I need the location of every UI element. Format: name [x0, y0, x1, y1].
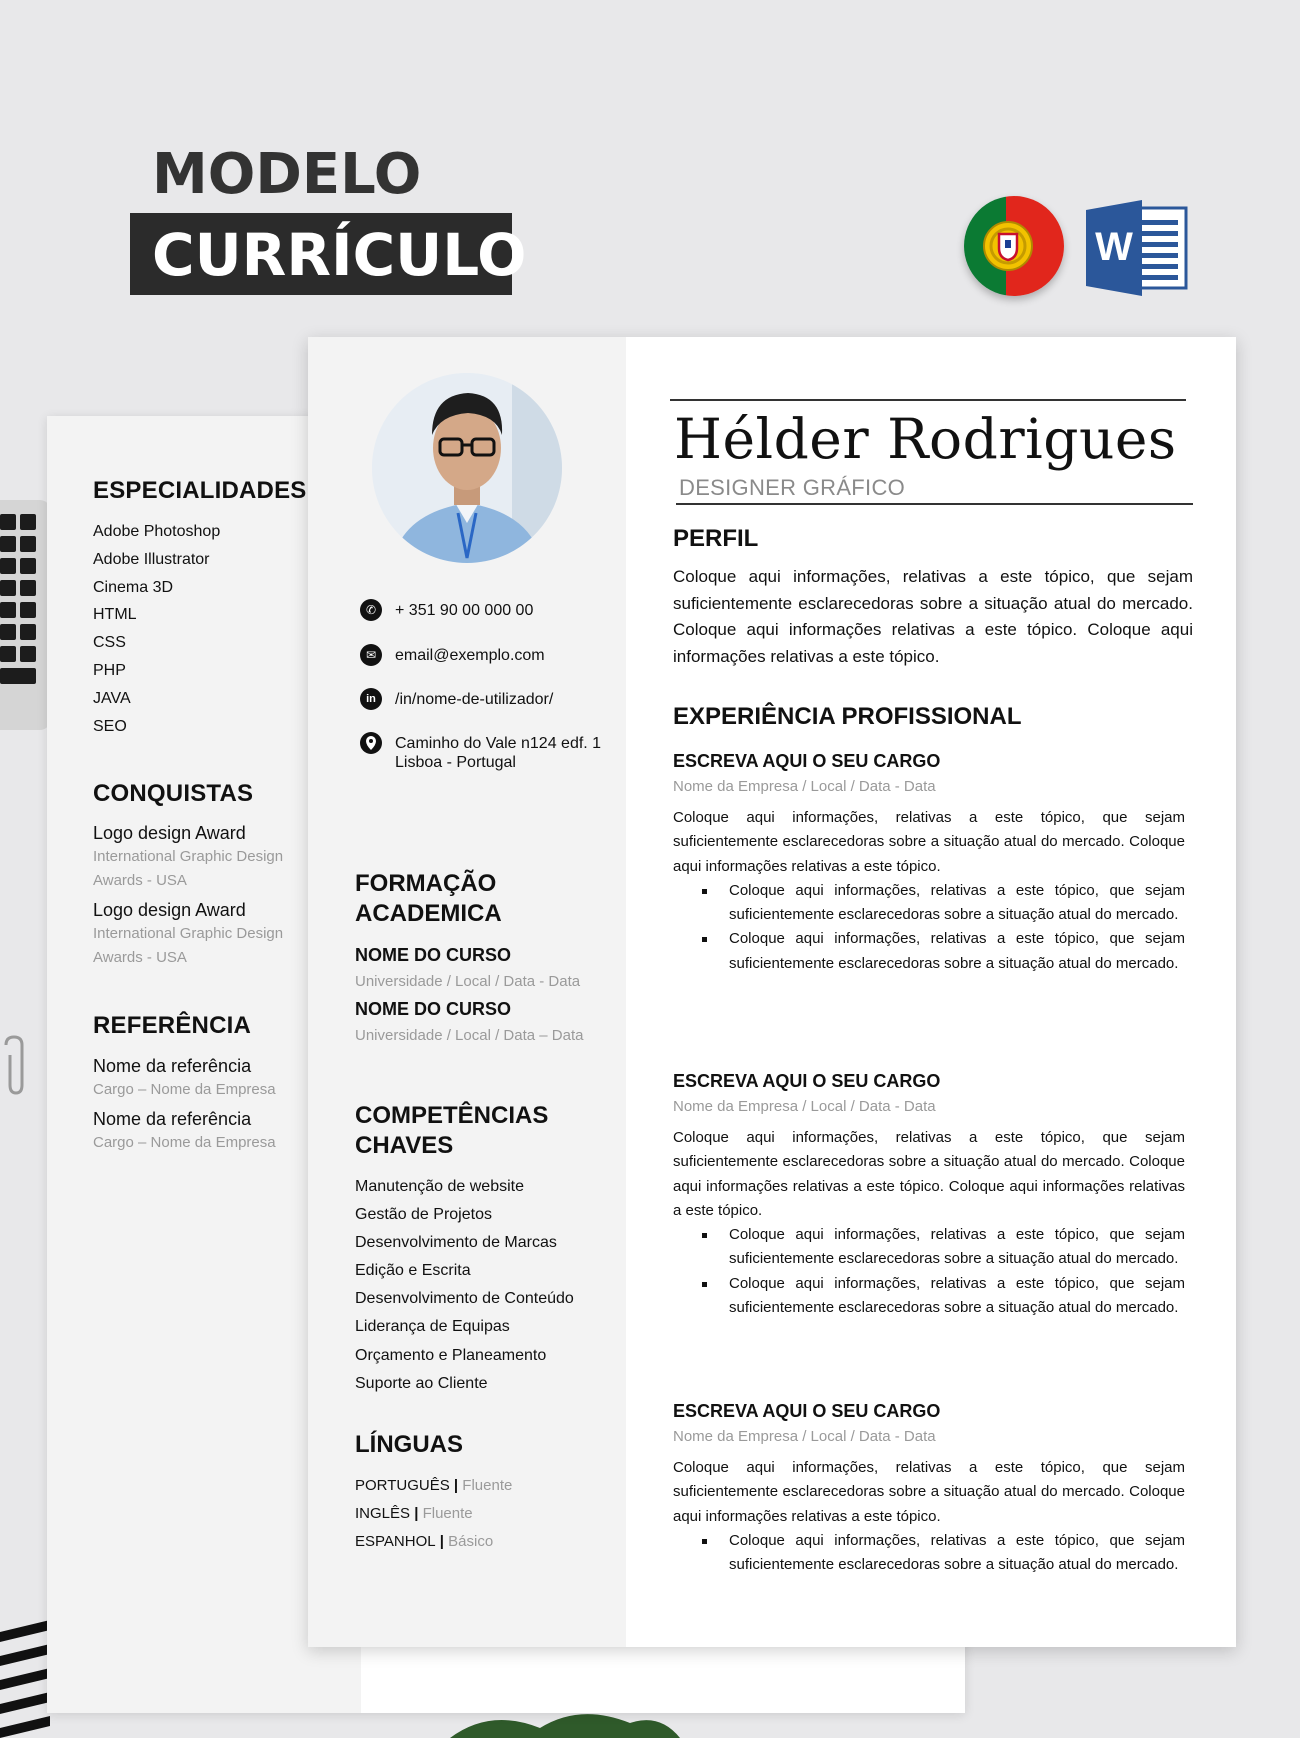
job-entry — [673, 1400, 1185, 1577]
reference-item — [93, 1054, 276, 1102]
list-item: Manutenção de website — [355, 1178, 524, 1195]
language-name: ESPANHOL — [355, 1533, 436, 1550]
job-entry — [673, 750, 1185, 976]
address-line-2: Lisboa - Portugal — [395, 754, 516, 771]
job-bullets — [729, 879, 1185, 976]
striped-object-decor — [0, 1620, 50, 1738]
profile-text: Coloque aqui informações, relativas a este tópico, que sejam suficientemente esclarecedoras sobre a situação atual do mercado. Coloque aqui informações relativas a este tópico. Coloque aqui informações relativas a este tópico. — [673, 567, 1193, 666]
list-item: Desenvolvimento de Marcas — [355, 1234, 557, 1252]
list-item: CSS — [93, 634, 126, 652]
language-level: Fluente — [462, 1477, 513, 1494]
course-name: NOME DO CURSO — [355, 945, 512, 965]
address-line-1: Caminho do Vale n124 edf. 1 — [395, 735, 602, 752]
language-separator: | — [435, 1533, 449, 1550]
course-item — [355, 998, 583, 1047]
list-item: Adobe Illustrator — [93, 550, 210, 568]
job-bullet: Coloque aqui informações, relativas a este tópico, que sejam suficientemente esclarecedoras sobre a situação atual do mercado. — [729, 879, 1185, 928]
language-separator: | — [410, 1505, 423, 1522]
competencies-heading-line-1: COMPETÊNCIAS — [355, 1102, 549, 1129]
language-item — [355, 1528, 512, 1556]
profile-photo — [372, 373, 562, 563]
list-item: Suporte ao Cliente — [355, 1374, 488, 1392]
job-entry — [673, 1070, 1185, 1320]
language-separator: | — [449, 1477, 463, 1494]
achievement-title: Logo design Award — [93, 823, 246, 843]
achievement-detail: Awards - USA — [93, 872, 187, 889]
reference-role: Cargo – Nome da Empresa — [93, 1081, 276, 1098]
email-text: email@exemplo.com — [395, 647, 545, 664]
front-resume-page — [308, 337, 1236, 1647]
education-heading — [355, 869, 502, 929]
list-item: JAVA — [93, 689, 131, 707]
front-page-sidebar — [308, 337, 626, 1647]
job-bullet: Coloque aqui informações, relativas a este tópico, que sejam suficientemente esclarecedoras sobre a situação atual do mercado. — [729, 1529, 1185, 1578]
portugal-flag-icon — [964, 196, 1064, 296]
job-company: Nome da Empresa / Local / Data - Data — [673, 1098, 936, 1115]
achievement-detail: International Graphic Design — [93, 848, 284, 865]
job-bullet: Coloque aqui informações, relativas a este tópico, que sejam suficientemente esclarecedoras sobre a situação atual do mercado. — [729, 1223, 1185, 1272]
competencies-list — [355, 1173, 574, 1398]
achievement-title: Logo design Award — [93, 900, 246, 920]
list-item: Desenvolvimento de Conteúdo — [355, 1290, 574, 1308]
location-pin-icon — [360, 732, 382, 754]
email-icon: ✉ — [360, 644, 382, 666]
references-heading: REFERÊNCIA — [93, 1012, 252, 1039]
paperclip-decor — [0, 1035, 30, 1105]
achievement-item — [93, 821, 283, 893]
job-title: ESCREVA AQUI O SEU CARGO — [673, 1071, 941, 1091]
language-name: PORTUGUÊS — [355, 1477, 450, 1494]
competencies-heading — [355, 1101, 548, 1161]
competencies-heading-line-2: CHAVES — [355, 1132, 454, 1159]
banner-title-curriculo: CURRÍCULO — [152, 221, 527, 289]
job-description: Coloque aqui informações, relativas a este tópico, que sejam suficientemente esclarecedoras sobre a situação atual do mercado. Coloque aqui informações relativas a este tópico. Coloque aqui informações relativas a este tópico. — [673, 1129, 1185, 1219]
phone-text: + 351 90 00 000 00 — [395, 602, 534, 619]
language-item — [355, 1500, 512, 1528]
course-detail: Universidade / Local / Data - Data — [355, 973, 581, 990]
language-name: INGLÊS — [355, 1505, 411, 1522]
course-item — [355, 944, 580, 993]
list-item: Cinema 3D — [93, 578, 174, 596]
job-company: Nome da Empresa / Local / Data - Data — [673, 778, 936, 795]
word-icon-letter: W — [1095, 225, 1133, 269]
job-title: ESCREVA AQUI O SEU CARGO — [673, 1401, 941, 1421]
education-heading-line-1: FORMAÇÃO — [355, 870, 497, 897]
job-bullets — [729, 1529, 1185, 1578]
list-item: Edição e Escrita — [355, 1262, 471, 1280]
course-name: NOME DO CURSO — [355, 999, 512, 1019]
candidate-role: DESIGNER GRÁFICO — [679, 475, 906, 500]
name-rule-top — [670, 399, 1186, 401]
course-detail: Universidade / Local / Data – Data — [355, 1027, 584, 1044]
job-description: Coloque aqui informações, relativas a este tópico, que sejam suficientemente esclarecedoras sobre a situação atual do mercado. Coloque aqui informações relativas a este tópico. — [673, 809, 1185, 875]
profile-heading: PERFIL — [673, 525, 759, 552]
specialties-heading: ESPECIALIDADES — [93, 477, 307, 504]
microsoft-word-icon — [1086, 198, 1190, 298]
list-item: Adobe Photoshop — [93, 523, 221, 540]
list-item: Orçamento e Planeamento — [355, 1346, 547, 1364]
language-level: Básico — [448, 1533, 494, 1550]
banner-title-modelo: MODELO — [152, 142, 422, 207]
job-description: Coloque aqui informações, relativas a este tópico, que sejam suficientemente esclarecedoras sobre a situação atual do mercado. Coloque aqui informações relativas a este tópico. — [673, 1459, 1185, 1525]
job-bullets — [729, 1223, 1185, 1320]
achievement-detail: Awards - USA — [93, 949, 187, 966]
achievement-detail: International Graphic Design — [93, 925, 284, 942]
candidate-name: Hélder Rodrigues — [674, 407, 1177, 471]
languages-list — [355, 1472, 512, 1556]
list-item: HTML — [93, 606, 137, 624]
achievement-item — [93, 898, 283, 970]
languages-heading: LÍNGUAS — [355, 1431, 463, 1458]
language-item — [355, 1472, 512, 1500]
job-title: ESCREVA AQUI O SEU CARGO — [673, 751, 941, 771]
reference-role: Cargo – Nome da Empresa — [93, 1134, 276, 1151]
education-heading-line-2: ACADEMICA — [355, 900, 502, 927]
linkedin-text: /in/nome-de-utilizador/ — [395, 691, 554, 708]
language-level: Fluente — [422, 1505, 473, 1522]
job-bullet: Coloque aqui informações, relativas a este tópico, que sejam suficientemente esclarecedoras sobre a situação atual do mercado. — [729, 1272, 1185, 1321]
achievements-heading: CONQUISTAS — [93, 780, 254, 807]
job-bullet: Coloque aqui informações, relativas a este tópico, que sejam suficientemente esclarecedoras sobre a situação atual do mercado. — [729, 927, 1185, 976]
reference-name: Nome da referência — [93, 1109, 252, 1129]
phone-icon: ✆ — [360, 599, 382, 621]
job-company: Nome da Empresa / Local / Data - Data — [673, 1428, 936, 1445]
specialties-list — [93, 518, 220, 740]
reference-item — [93, 1107, 276, 1155]
experience-heading: EXPERIÊNCIA PROFISSIONAL — [673, 703, 1022, 730]
reference-name: Nome da referência — [93, 1056, 252, 1076]
list-item: PHP — [93, 661, 126, 679]
name-rule-bottom — [676, 503, 1193, 505]
banner-title-box — [130, 213, 527, 295]
list-item: Gestão de Projetos — [355, 1206, 492, 1224]
list-item: SEO — [93, 717, 127, 735]
address-text — [395, 734, 625, 772]
list-item: Liderança de Equipas — [355, 1318, 510, 1336]
linkedin-icon: in — [360, 688, 382, 710]
